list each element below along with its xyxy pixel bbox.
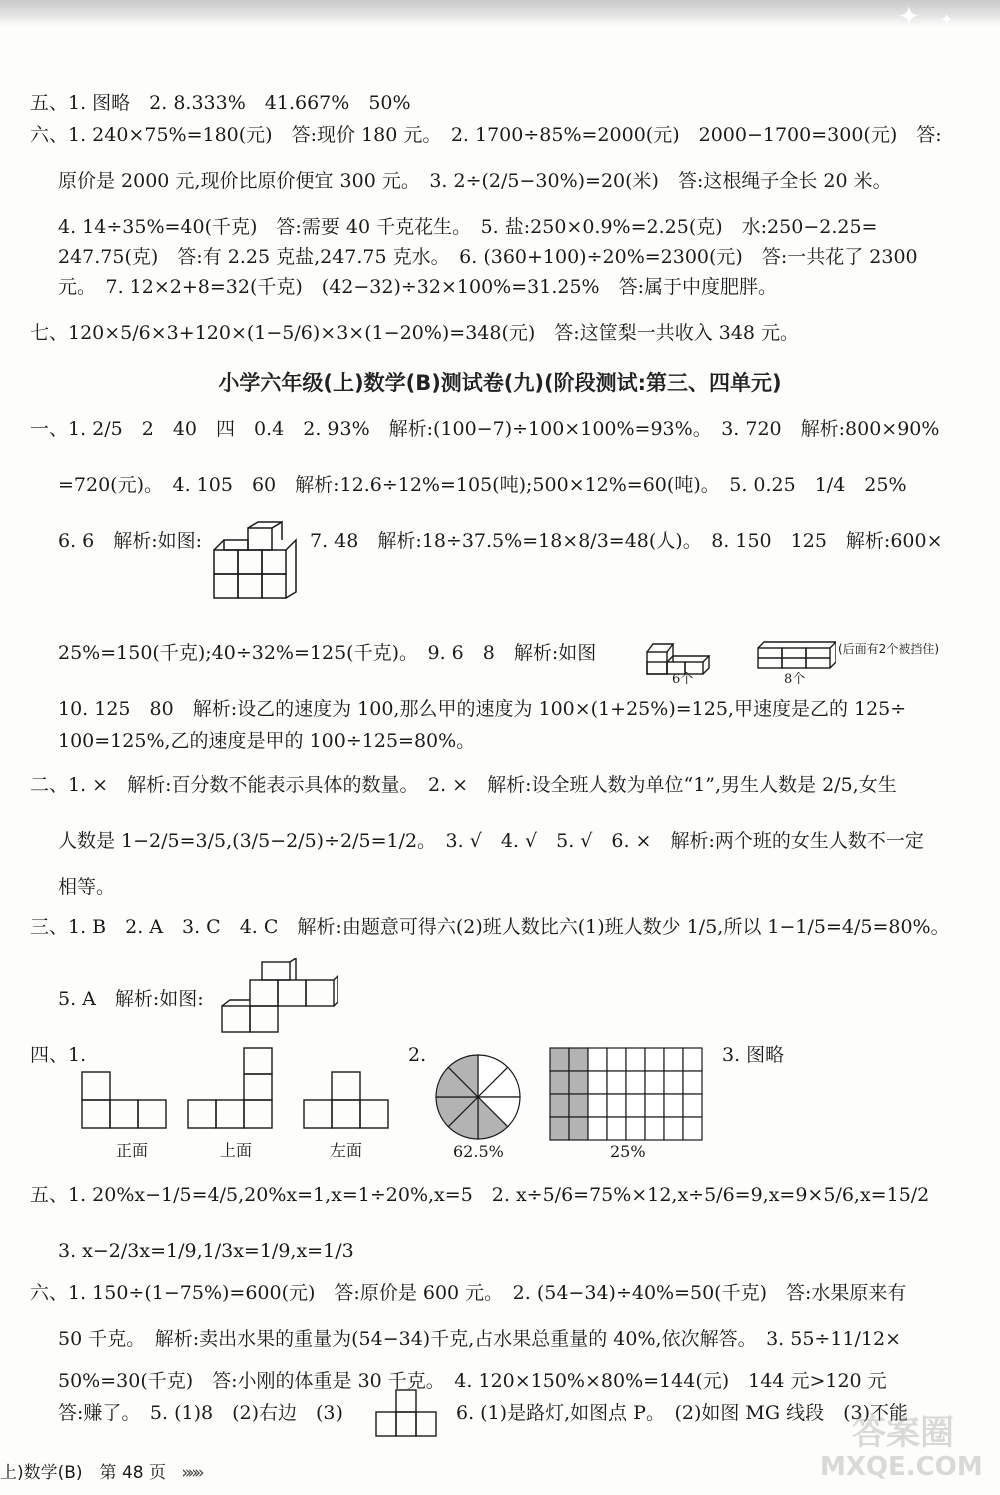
grid-cell — [588, 1048, 607, 1071]
grid-cell — [683, 1117, 702, 1140]
line-1-2: =720(元)。 4. 105 60 解析:12.6÷12%=105(吨);500×12%=60(吨)。 5. 0.25 1/4 25% — [58, 474, 907, 496]
watermark-en: MXQE.COM — [820, 1452, 983, 1482]
grid-cell — [607, 1117, 626, 1140]
line-1-6: 10. 125 80 解析:设乙的速度为 100,那么甲的速度为 100×(1+25%)=125,甲速度是乙的 125÷ — [58, 698, 907, 720]
line-6b-4: 答:赚了。 5. (1)8 (2)右边 (3) — [58, 1402, 343, 1424]
line-1-4: 7. 48 解析:18÷37.5%=18×8/3=48(人)。 8. 150 125 解析:600× — [310, 530, 943, 552]
line-1-3: 6. 6 解析:如图: — [58, 530, 203, 552]
caption-top: 上面 — [220, 1141, 253, 1160]
line-6-1: 六、1. 240×75%=180(元) 答:现价 180 元。 2. 1700÷85%=2000(元) 2000−1700=300(元) 答: — [30, 124, 942, 146]
grid-cell — [664, 1094, 683, 1117]
grid-cell — [626, 1094, 645, 1117]
line-1-1: 一、1. 2/5 2 40 四 0.4 2. 93% 解析:(100−7)÷100×100%=93%。 3. 720 解析:800×90% — [30, 418, 940, 440]
line-5b-2: 3. x−2/3x=1/9,1/3x=1/9,x=1/3 — [58, 1240, 354, 1262]
grid-cell — [626, 1071, 645, 1094]
grid-cell — [645, 1048, 664, 1071]
line-1-7: 100=125%,乙的速度是甲的 100÷125=80%。 — [58, 730, 476, 752]
watermark-cn: 答案圈 — [852, 1413, 954, 1453]
line-6-4: 247.75(克) 答:有 2.25 克盐,247.75 克水。 6. (360+100)÷20%=2300(元) 答:一共花了 2300 — [58, 246, 918, 268]
front-view-figure — [80, 1070, 170, 1130]
grid-cell — [550, 1071, 569, 1094]
grid-cell — [645, 1094, 664, 1117]
double-chevron-icon: »»» — [181, 1463, 201, 1483]
grid-cell — [664, 1048, 683, 1071]
line-6b-3: 50%=30(千克) 答:小刚的体重是 30 千克。 4. 120×150%×80%=144(元) 144 元>120 元 — [58, 1370, 887, 1392]
grid-cell — [607, 1071, 626, 1094]
line-7: 七、120×5/6×3+120×(1−5/6)×3×(1−20%)=348(元) 答:这筐梨一共收入 348 元。 — [30, 322, 800, 344]
grid-cell — [550, 1094, 569, 1117]
grid-cell — [550, 1048, 569, 1071]
line-2-3: 相等。 — [58, 876, 116, 898]
grid-cell — [645, 1117, 664, 1140]
line-4-2: 2. — [408, 1044, 427, 1066]
line-6-5: 元。 7. 12×2+8=32(千克) (42−32)÷32×100%=31.25% 答:属于中度肥胖。 — [58, 276, 777, 298]
line-3-2: 5. A 解析:如图: — [58, 988, 204, 1010]
line-3-1: 三、1. B 2. A 3. C 4. C 解析:由题意可得六(2)班人数比六(1)班人数少 1/5,所以 1−1/5=4/5=80%。 — [30, 916, 950, 938]
grid-cell — [683, 1048, 702, 1071]
line-6-3: 4. 14÷35%=40(千克) 答:需要 40 千克花生。 5. 盐:250×0.9%=2.25(克) 水:250−2.25= — [58, 216, 878, 238]
caption-eight: 8个 — [784, 672, 806, 687]
grid-cell — [569, 1117, 588, 1140]
line-4-3: 3. 图略 — [722, 1044, 785, 1066]
footer-label: 上)数学(B) 第 48 页 — [0, 1463, 166, 1483]
top-decorative-band — [0, 0, 1000, 26]
caption-front: 正面 — [116, 1141, 149, 1160]
grid-cell — [588, 1094, 607, 1117]
section-heading: 小学六年级(上)数学(B)测试卷(九)(阶段测试:第三、四单元) — [218, 371, 782, 395]
grid-cell — [626, 1117, 645, 1140]
line-5b-1: 五、1. 20%x−1/5=4/5,20%x=1,x=1÷20%,x=5 2. x÷5/6=75%×12,x÷5/6=9,x=9×5/6,x=15/2 — [30, 1184, 930, 1206]
caption-left: 左面 — [330, 1141, 363, 1160]
bottom-view-figure — [374, 1388, 444, 1442]
grid-cell — [569, 1094, 588, 1117]
grid-cell — [645, 1071, 664, 1094]
line-6-2: 原价是 2000 元,现价比原价便宜 300 元。 3. 2÷(2/5−30%)=20(米) 答:这根绳子全长 20 米。 — [58, 170, 892, 192]
line-6b-5: 6. (1)是路灯,如图点 P。 (2)如图 MG 线段 (3)不能 — [456, 1402, 908, 1424]
line-4-1: 四、1. — [30, 1044, 87, 1066]
grid-cell — [626, 1048, 645, 1071]
grid-cell — [664, 1071, 683, 1094]
line-1-5: 25%=150(千克);40÷32%=125(千克)。 9. 6 8 解析:如图 — [58, 642, 597, 664]
grid-cell — [569, 1071, 588, 1094]
grid-cell — [683, 1071, 702, 1094]
grid-cell — [550, 1117, 569, 1140]
cube-net-figure — [220, 958, 338, 1036]
caption-hidden-note: (后面有2个被挡住) — [838, 642, 939, 656]
line-5-1: 五、1. 图略 2. 8.333% 41.667% 50% — [30, 92, 411, 114]
blocks-eight-figure — [756, 640, 836, 670]
shaded-grid-figure — [548, 1046, 704, 1142]
grid-cell — [607, 1048, 626, 1071]
line-2-1: 二、1. × 解析:百分数不能表示具体的数量。 2. × 解析:设全班人数为单位“1”,男生人数是 2/5,女生 — [30, 774, 897, 796]
sparkle-icon: ✦ — [940, 10, 954, 29]
caption-grid-percent: 25% — [610, 1142, 646, 1161]
grid-cell — [664, 1117, 683, 1140]
line-2-2: 人数是 1−2/5=3/5,(3/5−2/5)÷2/5=1/2。 3. √ 4. √ 5. √ 6. × 解析:两个班的女生人数不一定 — [58, 830, 924, 852]
grid-cell — [569, 1048, 588, 1071]
shaded-circle-figure — [428, 1052, 528, 1142]
page-footer — [0, 1458, 201, 1483]
caption-circle-percent: 62.5% — [453, 1142, 504, 1161]
caption-six: 6个 — [672, 672, 694, 687]
line-6b-1: 六、1. 150÷(1−75%)=600(元) 答:原价是 600 元。 2. (54−34)÷40%=50(千克) 答:水果原来有 — [30, 1282, 907, 1304]
left-view-figure — [302, 1070, 392, 1130]
grid-cell — [683, 1094, 702, 1117]
cube-stack-figure — [210, 520, 300, 606]
top-view-figure — [186, 1046, 276, 1130]
grid-cell — [607, 1094, 626, 1117]
sparkle-icon: ✦ — [898, 2, 920, 32]
grid-cell — [588, 1117, 607, 1140]
grid-cell — [588, 1071, 607, 1094]
line-6b-2: 50 千克。 解析:卖出水果的重量为(54−34)千克,占水果总重量的 40%,依次解答。 3. 55÷11/12× — [58, 1328, 902, 1350]
